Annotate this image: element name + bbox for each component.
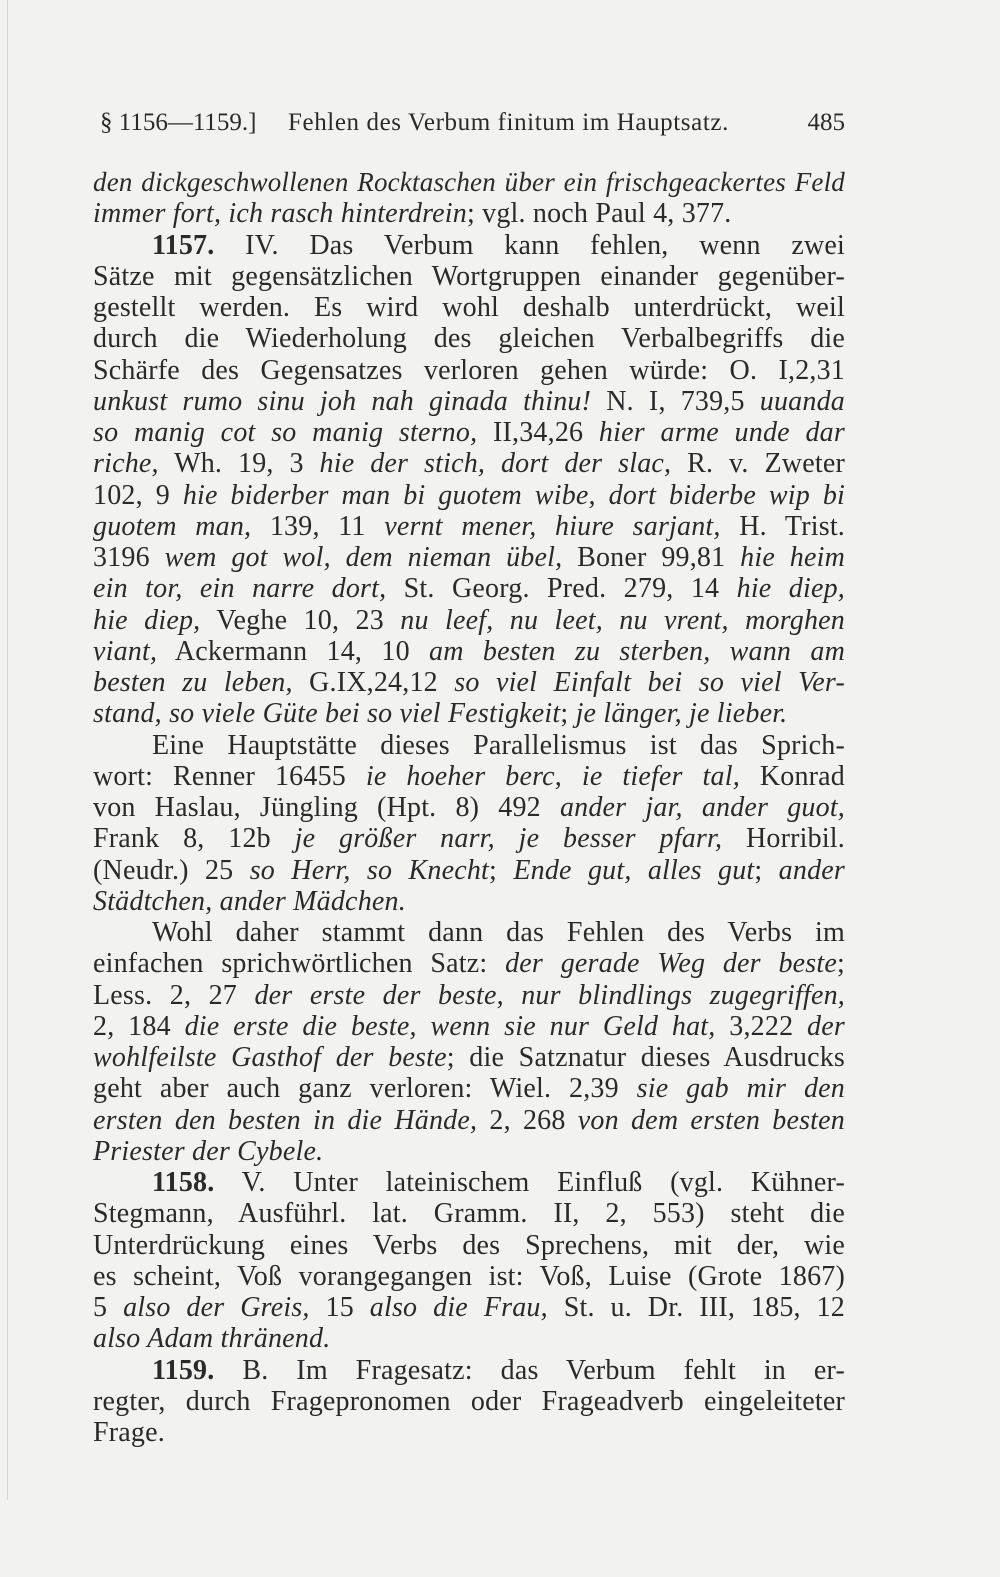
text-line <box>93 448 845 479</box>
italic-text: die erste die beste, wenn sie nur Geld hat, <box>184 1010 716 1042</box>
text-line <box>93 292 845 323</box>
roman-text: ; <box>560 698 576 730</box>
text-line <box>93 198 845 229</box>
scan-edge-line <box>7 0 8 1500</box>
italic-text: von dem ersten besten <box>577 1104 845 1136</box>
text-line <box>93 1198 845 1229</box>
section-number: 1159. <box>152 1354 215 1386</box>
italic-text: ie hoeher berc, ie tiefer tal, <box>365 760 740 792</box>
italic-text: immer fort, ich rasch hinterdrein <box>93 198 467 230</box>
text-line <box>93 417 845 448</box>
roman-text: durch die Wiederholung des gleichen Verbalbegriffs die <box>93 323 845 355</box>
paragraph <box>93 230 845 730</box>
roman-text: R. v. Zweter <box>671 448 845 480</box>
italic-text: vernt mener, hiure sarjant, <box>384 510 721 542</box>
text-line <box>93 167 845 198</box>
roman-text: H. Trist. <box>720 510 846 542</box>
italic-text: viant, <box>93 635 158 667</box>
text-line <box>93 1323 845 1354</box>
italic-text: ein tor, ein narre dort, <box>93 573 387 605</box>
roman-text: (Neudr.) 25 <box>93 854 250 886</box>
text-line <box>93 355 845 386</box>
italic-text: Priester der Cybele. <box>93 1135 324 1167</box>
italic-text: also Adam thränend. <box>93 1323 331 1355</box>
text-line <box>93 605 845 636</box>
roman-text: Konrad <box>739 760 845 792</box>
running-title: Fehlen des Verbum finitum im Hauptsatz. <box>288 109 729 136</box>
roman-text: 3,222 <box>715 1010 808 1042</box>
roman-text: 3196 <box>93 542 165 573</box>
text-line <box>93 761 845 792</box>
paragraph <box>93 730 845 918</box>
paragraph <box>93 917 845 1167</box>
text-line <box>93 511 845 542</box>
text-line <box>93 886 845 917</box>
italic-text: wohlfeilste Gasthof der beste <box>93 1042 447 1073</box>
text-line <box>93 730 845 761</box>
text-line <box>93 573 845 604</box>
text-line <box>93 1042 845 1073</box>
text-line <box>93 1355 845 1386</box>
roman-text: St. Georg. Pred. 279, 14 <box>386 573 737 605</box>
roman-text: IV. Das Verbum kann fehlen, wenn zwei <box>214 229 845 261</box>
body-text <box>93 167 845 1448</box>
italic-text: also die Frau, <box>369 1292 548 1323</box>
italic-text: hie biderber man bi guotem wibe, dort biderbe wip bi <box>182 479 845 511</box>
italic-text: so manig cot so manig sterno, <box>93 417 478 448</box>
text-line <box>93 917 845 948</box>
text-line <box>93 1292 845 1323</box>
section-number: 1158. <box>152 1167 215 1198</box>
italic-text: hier arme unde dar <box>598 417 845 448</box>
italic-text: den dickgeschwollenen Rocktaschen über ein frischgeackertes Feld <box>93 167 845 197</box>
italic-text: der gerade Weg der beste <box>505 948 838 980</box>
roman-text: G.IX,24,12 <box>292 667 455 698</box>
text-line <box>93 1073 845 1104</box>
italic-text: sie gab mir den <box>636 1073 845 1105</box>
italic-text: uuanda <box>759 385 845 417</box>
text-line <box>93 1386 845 1417</box>
roman-text: 102, 9 <box>93 479 183 511</box>
italic-text: also der Greis, <box>123 1292 310 1323</box>
italic-text: je länger, je lieber. <box>575 698 788 730</box>
italic-text: besten zu leben, <box>93 667 293 698</box>
text-line <box>93 1011 845 1042</box>
roman-text: ; <box>489 854 514 886</box>
italic-text: je größer narr, je besser pfarr, <box>294 823 723 855</box>
roman-text: Unterdrückung eines Verbs des Sprechens, mit der, wie <box>93 1229 845 1261</box>
text-line <box>93 980 845 1011</box>
continued-paragraph <box>93 167 845 230</box>
italic-text: hie der stich, dort der slac, <box>319 448 672 480</box>
italic-text: guotem man, <box>93 510 252 542</box>
roman-text: 5 <box>93 1292 124 1323</box>
roman-text: ; <box>837 948 845 980</box>
roman-text: es scheint, Voß vorangegangen ist: Voß, Luise (Grote 1867) <box>93 1260 845 1292</box>
roman-text: geht aber auch ganz verloren: Wiel. 2,39 <box>93 1073 637 1105</box>
roman-text: 139, 11 <box>251 510 385 542</box>
text-line <box>93 542 845 573</box>
italic-text: ander jar, ander guot, <box>559 792 845 823</box>
italic-text: hie heim <box>740 542 845 573</box>
roman-text: wort: Renner 16455 <box>93 760 366 792</box>
text-line <box>93 1105 845 1136</box>
page-number: 485 <box>807 109 845 136</box>
text-line <box>93 636 845 667</box>
roman-text: von Haslau, Jüngling (Hpt. 8) 492 <box>93 792 560 823</box>
roman-text: 2, 268 <box>477 1104 578 1136</box>
text-line <box>93 1417 845 1448</box>
roman-text: ; vgl. noch Paul 4, 377. <box>466 198 732 230</box>
roman-text: Sätze mit gegensätzlichen Wortgruppen einander gegenüber- <box>93 260 845 292</box>
text-line <box>93 792 845 823</box>
italic-text: hie diep, <box>736 573 846 605</box>
italic-text: stand, so viele Güte bei so viel Festigkeit <box>93 698 561 730</box>
roman-text: Eine Hauptstätte dieses Parallelismus ist das Sprich- <box>152 729 845 761</box>
italic-text: wem got wol, dem nieman übel, <box>164 542 563 573</box>
roman-text: Veghe 10, 23 <box>200 604 401 636</box>
italic-text: ander <box>778 854 845 886</box>
roman-text: Wohl daher stammt dann das Fehlen des Verbs im <box>152 917 845 948</box>
section-number: 1157. <box>152 229 215 261</box>
italic-text: unkust rumo sinu joh nah ginada thinu! <box>93 385 592 417</box>
italic-text: so viel Einfalt bei so viel Ver- <box>454 667 845 698</box>
text-line <box>93 948 845 979</box>
text-line <box>93 855 845 886</box>
roman-text: einfachen sprichwörtlichen Satz: <box>93 948 506 980</box>
roman-text: ; <box>754 854 779 886</box>
roman-text: gestellt werden. Es wird wohl deshalb unterdrückt, weil <box>93 292 845 323</box>
roman-text: Frank 8, 12b <box>93 823 295 855</box>
roman-text: Less. 2, 27 <box>93 979 255 1011</box>
roman-text: Ackermann 14, 10 <box>157 635 430 667</box>
roman-text: N. I, 739,5 <box>591 385 760 417</box>
roman-text: 2, 184 <box>93 1010 185 1042</box>
text-line <box>93 667 845 698</box>
italic-text: hie diep, <box>93 604 201 636</box>
italic-text: Ende gut, alles gut <box>513 854 755 886</box>
paragraph <box>93 1167 845 1355</box>
text-line <box>93 1261 845 1292</box>
italic-text: riche, <box>93 448 159 480</box>
italic-text: am besten zu sterben, wann am <box>429 635 845 667</box>
text-line <box>93 1230 845 1261</box>
italic-text: nu leef, nu leet, nu vrent, morghen <box>400 604 845 636</box>
text-line <box>93 386 845 417</box>
roman-text: St. u. Dr. III, 185, 12 <box>547 1292 846 1323</box>
text-line <box>93 323 845 354</box>
roman-text: Schärfe des Gegensatzes verloren gehen würde: O. I,2,31 <box>93 354 845 386</box>
text-line <box>93 261 845 292</box>
roman-text: 15 <box>309 1292 370 1323</box>
roman-text: ; die Satznatur dieses Ausdrucks <box>446 1042 846 1073</box>
roman-text: B. Im Fragesatz: das Verbum fehlt in er- <box>214 1354 845 1386</box>
italic-text: Städtchen, ander Mädchen. <box>93 885 406 917</box>
italic-text: der <box>807 1010 845 1042</box>
text-line <box>93 230 845 261</box>
running-header <box>0 107 1000 139</box>
roman-text: Horribil. <box>722 823 845 855</box>
roman-text: Boner 99,81 <box>562 542 741 573</box>
roman-text: Frage. <box>93 1417 165 1448</box>
text-line <box>93 698 845 729</box>
text-line <box>93 823 845 854</box>
roman-text: II,34,26 <box>477 417 599 448</box>
text-line <box>93 1167 845 1198</box>
roman-text: Wh. 19, 3 <box>158 448 320 480</box>
roman-text: regter, durch Fragepronomen oder Frageadverb eingeleiteter <box>93 1385 845 1417</box>
italic-text: der erste der beste, nur blindlings zugegriffen, <box>254 979 845 1011</box>
paragraph <box>93 1355 845 1449</box>
roman-text: Stegmann, Ausführl. lat. Gramm. II, 2, 553) steht die <box>93 1198 845 1230</box>
italic-text: so Herr, so Knecht <box>249 854 490 886</box>
section-range: § 1156—1159.] <box>100 109 257 136</box>
italic-text: ersten den besten in die Hände, <box>93 1104 478 1136</box>
roman-text: V. Unter lateinischem Einfluß (vgl. Kühner- <box>214 1167 845 1198</box>
text-line <box>93 1136 845 1167</box>
text-line <box>93 480 845 511</box>
